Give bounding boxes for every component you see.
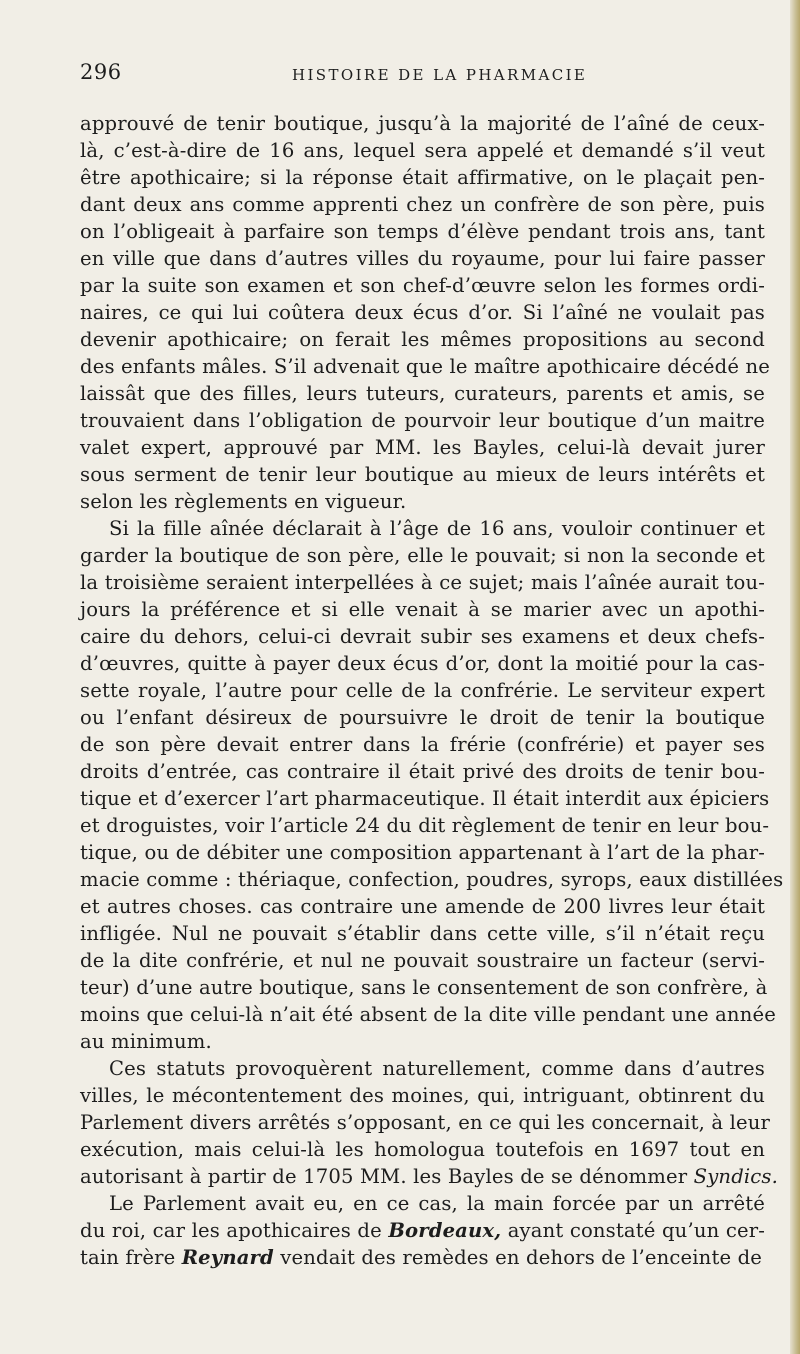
text-line [80, 839, 765, 866]
text-segment: teur) d’une autre boutique, sans le consentement de son confrère, à [80, 976, 768, 999]
text-segment: infligée. Nul ne pouvait s’établir dans cette ville, s’il n’était reçu [80, 922, 765, 945]
text-line [80, 1109, 771, 1136]
text-line [80, 488, 765, 515]
text-line [80, 1163, 779, 1190]
text-line [80, 461, 765, 488]
text-segment: macie comme : thériaque, confection, poudres, syrops, eaux distillées [80, 868, 784, 891]
text-line [80, 785, 770, 812]
text-line [80, 1055, 765, 1082]
text-line [80, 1190, 765, 1217]
text-line [80, 515, 765, 542]
text-segment: ou l’enfant désireux de poursuivre le droit de tenir la boutique [80, 706, 765, 729]
text-line [80, 299, 765, 326]
text-segment: tique et d’exercer l’art pharmaceutique. Il était interdit aux épiciers [80, 787, 770, 810]
text-segment: trouvaient dans l’obligation de pourvoir leur boutique d’un maitre [80, 409, 765, 432]
text-line [80, 1082, 765, 1109]
text-segment: approuvé de tenir boutique, jusqu’à la majorité de l’aîné de ceux- [80, 112, 765, 135]
text-segment: tique, ou de débiter une composition appartenant à l’art de la phar- [80, 841, 765, 864]
text-segment: tain frère [80, 1246, 182, 1269]
text-line [80, 677, 765, 704]
text-line [80, 407, 765, 434]
text-segment: de la dite confrérie, et nul ne pouvait soustraire un facteur (servi- [80, 949, 765, 972]
text-line [80, 866, 784, 893]
emphasis-word: Syndics. [693, 1165, 779, 1188]
text-segment: Parlement divers arrêtés s’opposant, en ce qui les concernait, à leur [80, 1111, 771, 1134]
text-segment: par la suite son examen et son chef-d’œuvre selon les formes ordi- [80, 274, 765, 297]
text-line [80, 1244, 765, 1271]
text-line [80, 137, 765, 164]
text-segment: villes, le mécontentement des moines, qui, intriguant, obtinrent du [80, 1084, 765, 1107]
text-segment: dant deux ans comme apprenti chez un confrère de son père, puis [80, 193, 765, 216]
text-segment: selon les règlements en vigueur. [80, 490, 407, 513]
text-segment: la troisième seraient interpellées à ce sujet; mais l’aînée aurait tou- [80, 571, 765, 594]
text-line [80, 110, 765, 137]
body-text [80, 110, 784, 1271]
text-line [80, 758, 765, 785]
running-title: HISTOIRE DE LA PHARMACIE [292, 66, 588, 84]
text-segment: au minimum. [80, 1030, 212, 1053]
text-segment: jours la préférence et si elle venait à se marier avec un apothi- [80, 598, 765, 621]
text-segment: moins que celui-là n’ait été absent de la dite ville pendant une année [80, 1003, 776, 1026]
text-segment: du roi, car les apothicaires de [80, 1219, 389, 1242]
text-line [80, 164, 765, 191]
text-segment: on l’obligeait à parfaire son temps d’élève pendant trois ans, tant [80, 220, 765, 243]
text-segment: Le Parlement avait eu, en ce cas, la main forcée par un arrêté [109, 1192, 765, 1215]
text-segment: d’œuvres, quitte à payer deux écus d’or, dont la moitié pour la cas- [80, 652, 765, 675]
text-segment: autorisant à partir de 1705 MM. les Bayles de se dénommer [80, 1165, 694, 1188]
text-line [80, 947, 765, 974]
emphasis-word: Bordeaux, [388, 1219, 502, 1242]
text-segment: sous serment de tenir leur boutique au mieux de leurs intérêts et [80, 463, 765, 486]
text-line [80, 245, 765, 272]
text-segment: garder la boutique de son père, elle le pouvait; si non la seconde et [80, 544, 765, 567]
text-segment: des enfants mâles. S’il advenait que le maître apothicaire décédé ne [80, 355, 771, 378]
text-line [80, 623, 765, 650]
text-line [80, 1136, 765, 1163]
text-line [80, 596, 765, 623]
text-segment: laissât que des filles, leurs tuteurs, curateurs, parents et amis, se [80, 382, 765, 405]
text-line [80, 974, 768, 1001]
text-line [80, 731, 765, 758]
text-segment: valet expert, approuvé par MM. les Bayles, celui-là devait jurer [80, 436, 765, 459]
text-line [80, 893, 765, 920]
text-line [80, 191, 765, 218]
text-segment: vendait des remèdes en dehors de l’enceinte de [273, 1246, 763, 1269]
text-segment: Si la fille aînée déclarait à l’âge de 16 ans, vouloir continuer et [109, 517, 765, 540]
text-line [80, 812, 770, 839]
text-line [80, 380, 765, 407]
page-header [80, 60, 765, 90]
text-line [80, 1217, 765, 1244]
text-line [80, 920, 765, 947]
text-segment: et droguistes, voir l’article 24 du dit règlement de tenir en leur bou- [80, 814, 770, 837]
text-segment: là, c’est-à-dire de 16 ans, lequel sera appelé et demandé s’il veut [80, 139, 765, 162]
page-edge-shadow [790, 0, 800, 1354]
text-segment: être apothicaire; si la réponse était affirmative, on le plaçait pen- [80, 166, 765, 189]
text-line [80, 434, 765, 461]
text-segment: Ces statuts provoquèrent naturellement, comme dans d’autres [109, 1057, 765, 1080]
text-line [80, 353, 771, 380]
text-segment: en ville que dans d’autres villes du royaume, pour lui faire passer [80, 247, 765, 270]
text-segment: sette royale, l’autre pour celle de la confrérie. Le serviteur expert [80, 679, 765, 702]
text-line [80, 218, 765, 245]
text-segment: ayant constaté qu’un cer- [501, 1219, 765, 1242]
page-number: 296 [80, 60, 122, 84]
text-line [80, 650, 765, 677]
text-segment: caire du dehors, celui-ci devrait subir ses examens et deux chefs- [80, 625, 765, 648]
text-line [80, 704, 765, 731]
text-segment: de son père devait entrer dans la frérie (confrérie) et payer ses [80, 733, 765, 756]
text-segment: et autres choses. cas contraire une amende de 200 livres leur était [80, 895, 765, 918]
text-line [80, 1028, 765, 1055]
text-line [80, 569, 765, 596]
text-line [80, 326, 765, 353]
text-segment: devenir apothicaire; on ferait les mêmes propositions au second [80, 328, 765, 351]
text-line [80, 272, 765, 299]
text-line [80, 542, 765, 569]
text-segment: naires, ce qui lui coûtera deux écus d’or. Si l’aîné ne voulait pas [80, 301, 765, 324]
text-segment: droits d’entrée, cas contraire il était privé des droits de tenir bou- [80, 760, 765, 783]
text-line [80, 1001, 776, 1028]
emphasis-word: Reynard [181, 1246, 274, 1269]
text-segment: exécution, mais celui-là les homologua toutefois en 1697 tout en [80, 1138, 765, 1161]
